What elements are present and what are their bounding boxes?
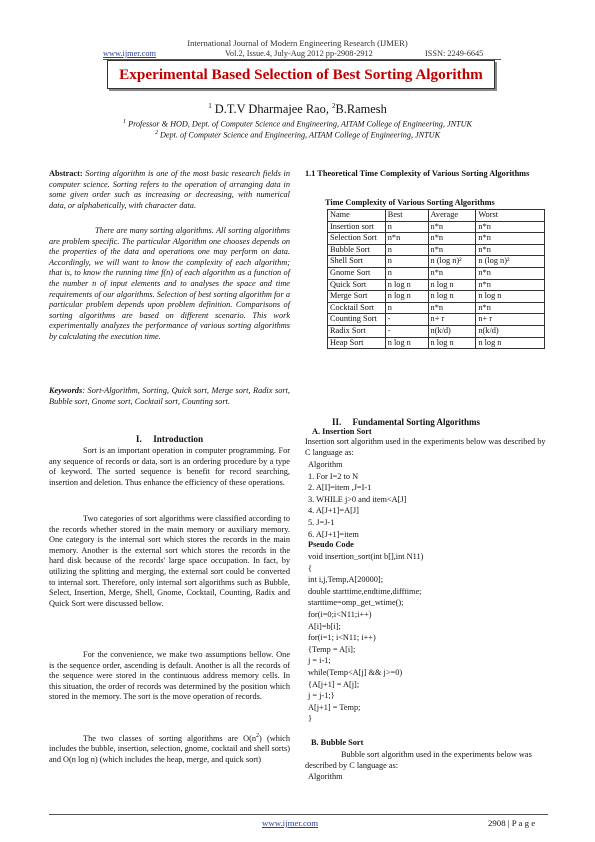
intro-heading-text: Introduction <box>153 434 204 444</box>
paper-title: Experimental Based Selection of Best Sorting Algorithm <box>107 60 495 89</box>
table-cell: n log n <box>385 279 428 291</box>
code-line: A[j+1] = Temp; <box>308 702 361 712</box>
table-cell: n log n <box>385 337 428 349</box>
author2-sup: 2 <box>332 102 336 110</box>
intro-p4-b: ) (which includes the bubble, insertion, selection, gnome, cocktail and shell sorts) and O(n log n) (which includes the heap, merge, and quick sort) <box>49 733 290 764</box>
intro-p4-a: The two classes of sorting algorithms are O(n <box>83 733 257 743</box>
table-cell: Heap Sort <box>328 337 386 349</box>
complexity-table <box>327 209 545 349</box>
code-line: starttime=omp_get_wtime(); <box>308 598 404 608</box>
code-line: for(i=0;i<N11;i++) <box>308 609 372 619</box>
footer-rule <box>49 814 548 815</box>
intro-p3: For the convenience, we make two assumptions bellow. One is the sequence order, ascending is default. Another is all the records of the sequence were stored in the continuous address memory cells. In this situation, the order of records was determined by the position which stored in the memory. The sort is the move operation of records. <box>49 650 290 702</box>
footer-website-link[interactable]: www.ijmer.com <box>262 818 319 828</box>
code-line: j = i-1; <box>308 656 331 666</box>
journal-name: International Journal of Modern Engineering Research (IJMER) <box>187 38 408 48</box>
algorithm-step: 6. A[J+1]=item <box>308 529 359 539</box>
table-row <box>328 291 545 303</box>
keywords-text: : Sort-Algorithm, Sorting, Quick sort, Merge sort, Radix sort, Bubble sort, Gnome sort, Cocktail sort, Counting sort. <box>49 386 290 406</box>
table-cell: n*n <box>428 233 476 245</box>
table-cell: n (log n)² <box>428 256 476 268</box>
affiliation-1 <box>0 119 595 129</box>
table-cell: Gnome Sort <box>328 267 386 279</box>
table-cell: - <box>385 314 428 326</box>
code-line: { <box>308 563 312 573</box>
code-line: {A[j+1] = A[j]; <box>308 679 360 689</box>
section-2-text: Fundamental Sorting Algorithms <box>352 417 481 427</box>
abstract-p1-text: Sorting algorithm is one of the most basic research fields in computer science. Sorting refers to the operation of arranging data in some given order such as increasing or decreasing, with numerical data, or alphabetically, with character data. <box>49 169 290 210</box>
table-cell: n*n <box>428 244 476 256</box>
subsection-b-algorithm-label: Algorithm <box>308 772 343 781</box>
intro-p4-sup: 2 <box>256 733 260 739</box>
table-cell: n*n <box>428 302 476 314</box>
table-header-row <box>328 210 545 222</box>
table-cell: n*n <box>476 221 545 233</box>
table-cell: Cocktail Sort <box>328 302 386 314</box>
keywords-label: Keywords <box>49 386 83 395</box>
header-volume: Vol.2, Issue.4, July-Aug 2012 pp-2908-2912 <box>225 49 373 58</box>
table-cell: n <box>385 256 428 268</box>
abstract-p1 <box>49 169 290 211</box>
intro-p4 <box>49 731 290 766</box>
code-line: while(Temp<A[j] && j>=0) <box>308 667 403 677</box>
table-cell: n*n <box>476 233 545 245</box>
intro-p2: Two categories of sort algorithms were classified according to the records whether stored in the main memory or auxiliary memory. One category is the internal sort which stores the records in the main memory. Another is the external sort which stores the records in the hard disk because of the records' large space occupation. In fact, by utilizing the splitting and merging, the external sort could be converted to internal sort. Therefore, only internal sort algorithms such as Bubble, Select, Insertion, Merge, Shell, Gnome, Cocktail, Counting, Radix and Quick Sort were discussed bellow. <box>49 514 290 608</box>
abstract-label: Abstract: <box>49 169 83 178</box>
table-cell: n <box>385 267 428 279</box>
table-row <box>328 256 545 268</box>
table-cell: Selection Sort <box>328 233 386 245</box>
table-row <box>328 314 545 326</box>
affiliation-1-text: Professor & HOD, Dept. of Computer Science and Engineering, AITAM College of Engineering, JNTUK <box>126 119 472 129</box>
intro-heading <box>49 434 290 444</box>
table-cell: Insertion sort <box>328 221 386 233</box>
table-header-cell: Best <box>385 210 428 222</box>
algorithm-label: Algorithm <box>308 460 343 469</box>
table-row <box>328 233 545 245</box>
table-row <box>328 221 545 233</box>
table-cell: Counting Sort <box>328 314 386 326</box>
table-cell: Merge Sort <box>328 291 386 303</box>
table-row <box>328 302 545 314</box>
table-cell: n log n <box>476 291 545 303</box>
affiliation-2-sup: 2 <box>154 130 158 136</box>
header-issn: ISSN: 2249-6645 <box>425 49 484 58</box>
code-line: j = j-1;} <box>308 691 335 701</box>
subsection-a-heading: A. Insertion Sort <box>312 427 372 436</box>
table-cell: n+ r <box>476 314 545 326</box>
table-cell: n log n <box>476 337 545 349</box>
table-cell: n*n <box>476 267 545 279</box>
code-line: double starttime,endtime,difftime; <box>308 586 422 596</box>
affiliation-2-text: Dept. of Computer Science and Engineering, AITAM College of Engineering, JNTUK <box>157 130 441 140</box>
table-cell: Shell Sort <box>328 256 386 268</box>
table-cell: n*n <box>428 221 476 233</box>
table-header-cell: Worst <box>476 210 545 222</box>
pseudo-code-label: Pseudo Code <box>308 540 354 549</box>
section-2-num: II. <box>332 417 342 427</box>
code-line: int i,j,Temp,A[20000]; <box>308 575 384 585</box>
table-cell: Radix Sort <box>328 325 386 337</box>
author1-name: D.T.V Dharmajee Rao, <box>211 102 333 117</box>
table-header-cell: Name <box>328 210 386 222</box>
algorithm-step: 1. For I=2 to N <box>308 471 359 481</box>
affiliation-1-sup: 1 <box>123 119 127 125</box>
code-line: {Temp = A[i]; <box>308 644 356 654</box>
table-cell: Bubble Sort <box>328 244 386 256</box>
intro-p1: Sort is an important operation in computer programming. For any sequence of records or data, sort is an ordering procedure by a type of keyword. The sorted sequence is benefit for record searching, insertion and deletion. Thus enhance the efficiency of these operations. <box>49 446 290 487</box>
author2-name: B.Ramesh <box>335 102 387 117</box>
table-cell: n log n <box>428 291 476 303</box>
code-line: } <box>308 714 312 724</box>
table-cell: n*n <box>476 279 545 291</box>
table-row <box>328 337 545 349</box>
table-cell: Quick Sort <box>328 279 386 291</box>
abstract-p2: There are many sorting algorithms. All sorting algorithms are problem specific. The particular Algorithm one chooses depends on the properties of the data and operations one may perform on data. Accordingly, we will want to know the complexity of each algorithm; that is, to know the running time f(n) of each algorithm as a function of the number n of input elements and to analyses the space and time requirements of our algorithms. Selection of best sorting algorithm for a particular problem depends upon problem definition. Comparisons of sorting algorithms are based on different scenario. This work experimentally analyzes the performance of various sorting algorithms by calculating the execution time. <box>49 226 290 341</box>
intro-heading-num: I. <box>135 434 142 444</box>
subsection-b-heading: B. Bubble Sort <box>311 738 364 747</box>
code-line: void insertion_sort(int b[],int N11) <box>308 552 424 561</box>
insertion-algorithm <box>308 460 406 540</box>
table-cell: n log n <box>385 291 428 303</box>
section-1-1-heading: 1.1 Theoretical Time Complexity of Various Sorting Algorithms <box>305 169 530 178</box>
table-cell: n*n <box>476 302 545 314</box>
table-cell: n <box>385 221 428 233</box>
code-line: for(i=1; i<N11; i++) <box>308 633 376 643</box>
table-cell: n(k/d) <box>476 325 545 337</box>
table-row <box>328 267 545 279</box>
algorithm-step: 4. A[J+1]=A[J] <box>308 506 359 516</box>
complexity-table-title: Time Complexity of Various Sorting Algorithms <box>325 198 495 207</box>
code-line: A[i]=b[i]; <box>308 621 341 631</box>
algorithm-step: 3. WHILE j>0 and item<A[J] <box>308 494 407 504</box>
algorithm-step: 5. J=J-1 <box>308 517 335 527</box>
table-cell: n(k/d) <box>428 325 476 337</box>
table-header-cell: Average <box>428 210 476 222</box>
table-cell: n*n <box>476 244 545 256</box>
subsection-a-intro: Insertion sort algorithm used in the experiments below was described by C language as: <box>305 437 546 457</box>
table-cell: - <box>385 325 428 337</box>
table-cell: n*n <box>428 267 476 279</box>
section-2-heading <box>332 417 480 427</box>
author1-sup: 1 <box>208 102 212 110</box>
subsection-b-intro: Bubble sort algorithm used in the experiments below was described by C language as: <box>305 750 532 770</box>
table-cell: n*n <box>385 233 428 245</box>
table-cell: n+ r <box>428 314 476 326</box>
page-number: 2908 | P a g e <box>488 818 536 828</box>
table-cell: n log n <box>428 279 476 291</box>
keywords <box>49 386 290 407</box>
table-row <box>328 244 545 256</box>
author-line <box>0 102 595 117</box>
pseudo-code-block <box>308 551 423 725</box>
table-cell: n <box>385 302 428 314</box>
table-row <box>328 325 545 337</box>
table-row <box>328 279 545 291</box>
header-website-link[interactable]: www.ijmer.com <box>103 49 156 58</box>
table-cell: n <box>385 244 428 256</box>
table-cell: n log n <box>428 337 476 349</box>
algorithm-step: 2. A[I]=item ,J=I-1 <box>308 483 372 493</box>
affiliation-2 <box>0 130 595 140</box>
table-cell: n (log n)² <box>476 256 545 268</box>
